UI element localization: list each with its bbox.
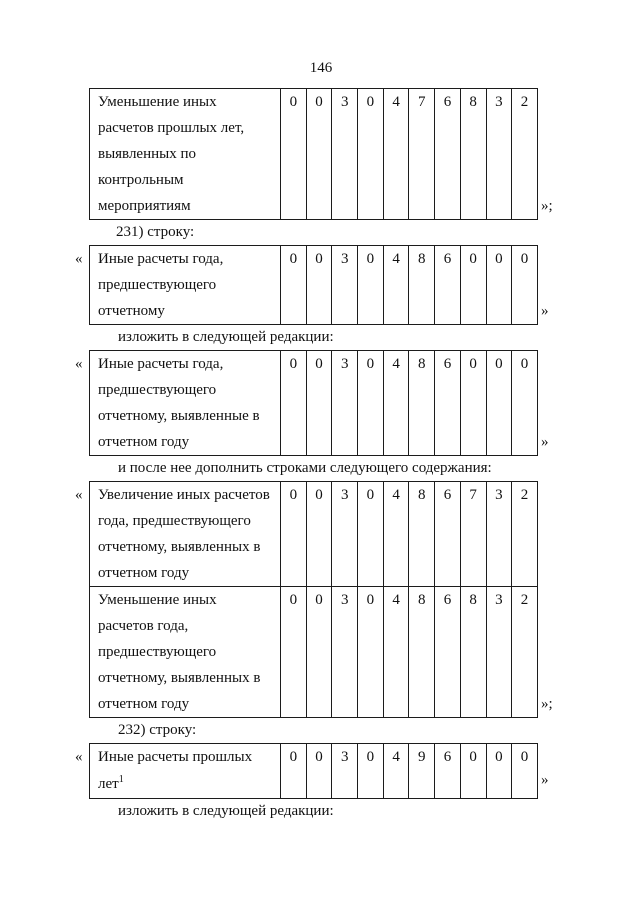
code-digit-cell: 8 xyxy=(409,246,435,325)
instruction-line-3: изложить в следующей редакции: xyxy=(118,803,334,819)
row-label-cell xyxy=(90,744,281,799)
row-label-line xyxy=(98,587,280,613)
item-231-heading: 231) строку: xyxy=(116,224,195,240)
code-table-4 xyxy=(75,481,553,718)
row-label-text: Иные расчеты прошлых xyxy=(98,749,253,765)
code-digit-cell: 0 xyxy=(358,587,384,718)
row-label-cell xyxy=(90,482,281,587)
code-digit-cell: 8 xyxy=(409,587,435,718)
row-label-line xyxy=(98,272,280,298)
row-label-text: лет xyxy=(98,776,119,792)
row-label-line xyxy=(98,89,280,115)
code-table xyxy=(89,481,538,718)
code-digit-cell: 8 xyxy=(460,89,486,220)
code-digit-cell: 3 xyxy=(332,744,358,799)
code-digit-cell: 2 xyxy=(512,89,538,220)
row-label-line xyxy=(98,403,280,429)
code-digit-cell: 3 xyxy=(332,89,358,220)
row-label-text: Увеличение иных расчетов xyxy=(98,487,270,503)
code-digit-cell: 0 xyxy=(460,351,486,456)
document-body xyxy=(75,88,553,824)
code-table-2 xyxy=(75,245,549,325)
code-digit-cell: 0 xyxy=(358,482,384,587)
code-digit-cell: 0 xyxy=(281,246,307,325)
code-digit-cell: 0 xyxy=(306,89,332,220)
instruction-line-1: изложить в следующей редакции: xyxy=(118,329,334,345)
row-label-text: отчетному, выявленных в xyxy=(98,670,261,686)
code-digit-cell: 6 xyxy=(435,246,461,325)
code-digit-cell: 0 xyxy=(358,89,384,220)
row-label-line xyxy=(98,298,280,324)
code-digit-cell: 4 xyxy=(383,482,409,587)
row-label-line xyxy=(98,508,280,534)
row-label-line xyxy=(98,377,280,403)
code-digit-cell: 0 xyxy=(460,744,486,799)
code-digit-cell: 0 xyxy=(512,351,538,456)
code-digit-cell: 6 xyxy=(435,482,461,587)
row-label-text: Уменьшение иных xyxy=(98,94,217,110)
code-digit-cell: 0 xyxy=(306,351,332,456)
code-digit-cell: 7 xyxy=(460,482,486,587)
code-digit-cell: 4 xyxy=(383,89,409,220)
closing-quote: » xyxy=(541,772,549,788)
row-label-text: отчетном году xyxy=(98,696,190,712)
row-label-line xyxy=(98,560,280,586)
code-digit-cell: 0 xyxy=(486,744,512,799)
code-digit-cell: 3 xyxy=(332,246,358,325)
code-table-5 xyxy=(75,743,549,799)
table-row xyxy=(90,744,538,799)
table-row xyxy=(90,587,538,718)
row-label-line xyxy=(98,665,280,691)
code-digit-cell: 6 xyxy=(435,744,461,799)
code-digit-cell: 0 xyxy=(486,351,512,456)
row-label-line xyxy=(98,429,280,455)
row-label-text: выявленных по xyxy=(98,146,196,162)
code-digit-cell: 3 xyxy=(332,351,358,456)
row-label-text: предшествующего xyxy=(98,382,217,398)
row-label-text: мероприятиям xyxy=(98,198,191,214)
code-table xyxy=(89,88,538,220)
opening-quote: « xyxy=(75,251,83,267)
code-digit-cell: 0 xyxy=(512,744,538,799)
code-digit-cell: 6 xyxy=(435,89,461,220)
code-digit-cell: 6 xyxy=(435,587,461,718)
row-label-text: отчетному xyxy=(98,303,165,319)
row-label-cell xyxy=(90,351,281,456)
code-digit-cell: 0 xyxy=(306,482,332,587)
code-digit-cell: 4 xyxy=(383,744,409,799)
code-digit-cell: 2 xyxy=(512,587,538,718)
code-digit-cell: 0 xyxy=(281,587,307,718)
row-label-line xyxy=(98,744,280,771)
code-digit-cell: 0 xyxy=(306,587,332,718)
row-label-text: расчетов прошлых лет, xyxy=(98,120,245,136)
table-row xyxy=(90,246,538,325)
table-body xyxy=(90,89,538,220)
code-digit-cell: 0 xyxy=(281,744,307,799)
row-label-cell xyxy=(90,89,281,220)
row-label-line xyxy=(98,639,280,665)
row-label-line xyxy=(98,771,280,798)
code-digit-cell: 4 xyxy=(383,587,409,718)
code-table xyxy=(89,245,538,325)
code-digit-cell: 9 xyxy=(409,744,435,799)
table-row xyxy=(90,351,538,456)
code-digit-cell: 0 xyxy=(306,246,332,325)
row-label-text: Иные расчеты года, xyxy=(98,251,224,267)
code-digit-cell: 0 xyxy=(358,744,384,799)
row-label-line xyxy=(98,115,280,141)
row-label-line xyxy=(98,167,280,193)
row-label-line xyxy=(98,246,280,272)
code-digit-cell: 0 xyxy=(281,89,307,220)
code-digit-cell: 3 xyxy=(332,482,358,587)
closing-quote: »; xyxy=(541,696,553,712)
code-digit-cell: 0 xyxy=(512,246,538,325)
table-body xyxy=(90,246,538,325)
code-digit-cell: 0 xyxy=(281,351,307,456)
opening-quote: « xyxy=(75,749,83,765)
code-digit-cell: 8 xyxy=(409,482,435,587)
row-label-line xyxy=(98,482,280,508)
code-digit-cell: 0 xyxy=(306,744,332,799)
code-digit-cell: 0 xyxy=(358,246,384,325)
code-digit-cell: 8 xyxy=(409,351,435,456)
code-digit-cell: 0 xyxy=(460,246,486,325)
table-body xyxy=(90,351,538,456)
row-label-text: отчетном году xyxy=(98,434,190,450)
code-digit-cell: 3 xyxy=(332,587,358,718)
closing-quote: » xyxy=(541,434,549,450)
code-table-3 xyxy=(75,350,549,456)
code-table xyxy=(89,743,538,799)
row-label-line xyxy=(98,534,280,560)
code-digit-cell: 7 xyxy=(409,89,435,220)
row-label-text: отчетному, выявленных в xyxy=(98,539,261,555)
row-label-line xyxy=(98,351,280,377)
code-digit-cell: 4 xyxy=(383,246,409,325)
code-digit-cell: 4 xyxy=(383,351,409,456)
row-label-line xyxy=(98,691,280,717)
code-digit-cell: 2 xyxy=(512,482,538,587)
row-label-cell xyxy=(90,246,281,325)
footnote-reference: 1 xyxy=(118,774,124,785)
code-digit-cell: 3 xyxy=(486,482,512,587)
table-row xyxy=(90,482,538,587)
row-label-line xyxy=(98,613,280,639)
table-row xyxy=(90,89,538,220)
row-label-text: года, предшествующего xyxy=(98,513,251,529)
code-digit-cell: 0 xyxy=(358,351,384,456)
item-232-heading: 232) строку: xyxy=(118,722,197,738)
code-digit-cell: 6 xyxy=(435,351,461,456)
row-label-text: расчетов года, xyxy=(98,618,189,634)
code-table-1 xyxy=(89,88,553,220)
row-label-line xyxy=(98,141,280,167)
row-label-text: отчетному, выявленные в xyxy=(98,408,260,424)
row-label-cell xyxy=(90,587,281,718)
row-label-text: контрольным xyxy=(98,172,184,188)
row-label-text: отчетном году xyxy=(98,565,190,581)
code-digit-cell: 8 xyxy=(460,587,486,718)
row-label-text: предшествующего xyxy=(98,277,217,293)
opening-quote: « xyxy=(75,356,83,372)
row-label-text: Иные расчеты года, xyxy=(98,356,224,372)
row-label-text: предшествующего xyxy=(98,644,217,660)
page-number: 146 xyxy=(309,60,333,76)
closing-quote: »; xyxy=(541,198,553,214)
row-label-line xyxy=(98,193,280,219)
code-table xyxy=(89,350,538,456)
code-digit-cell: 3 xyxy=(486,587,512,718)
instruction-line-2: и после нее дополнить строками следующего содержания: xyxy=(118,460,492,476)
row-label-text: Уменьшение иных xyxy=(98,592,217,608)
closing-quote: » xyxy=(541,303,549,319)
code-digit-cell: 0 xyxy=(486,246,512,325)
code-digit-cell: 0 xyxy=(281,482,307,587)
code-digit-cell: 3 xyxy=(486,89,512,220)
table-body xyxy=(90,744,538,799)
opening-quote: « xyxy=(75,487,83,503)
table-body xyxy=(90,482,538,718)
